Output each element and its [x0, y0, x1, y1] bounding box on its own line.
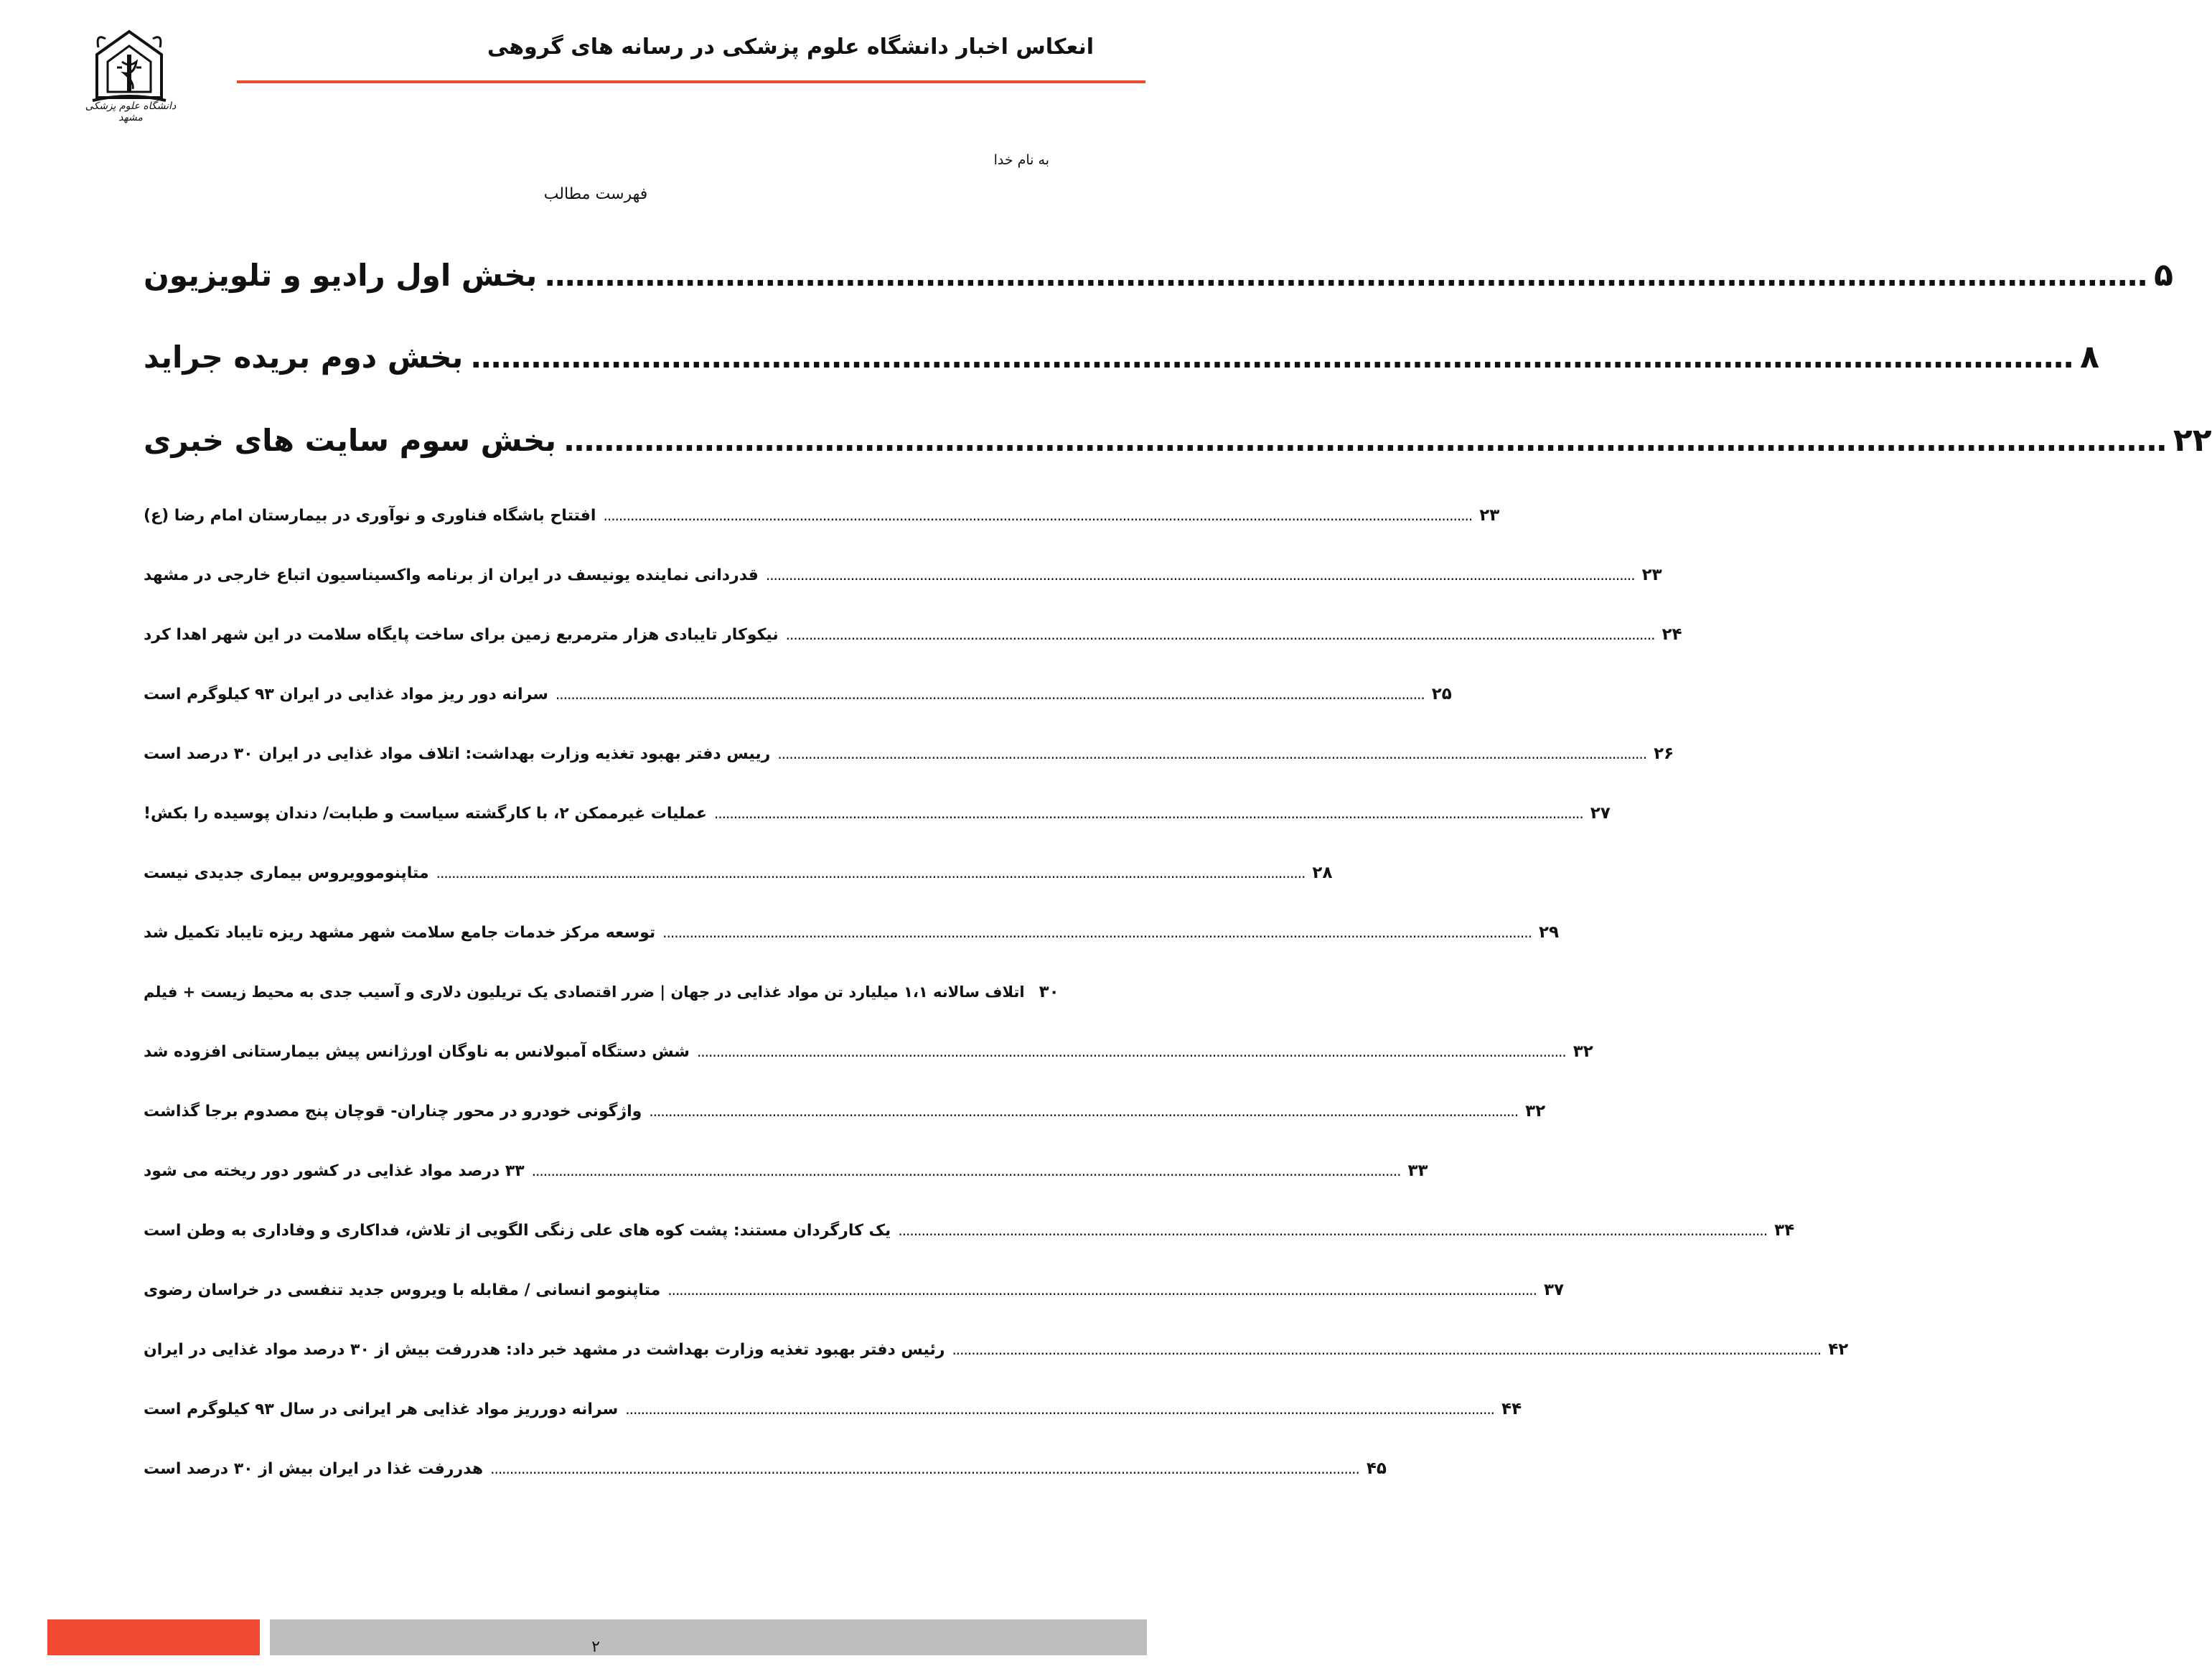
- toc-entry-page: ۳۰: [1039, 983, 1059, 1001]
- header-divider: [237, 80, 1145, 83]
- toc-entry-title: افتتاح باشگاه فناوری و نوآوری در بیمارستان امام رضا (ع): [144, 507, 596, 525]
- toc-entry[interactable]: [144, 1400, 1522, 1418]
- toc-entry[interactable]: [144, 625, 1682, 644]
- toc-entry-title: قدردانی نماینده یونیسف در ایران از برنامه واکسیناسیون اتباع خارجی در مشهد: [144, 566, 759, 584]
- toc-section-title: بخش سوم سایت های خبری: [144, 423, 557, 458]
- toc-section-title: بخش دوم بریده جراید: [144, 340, 464, 375]
- toc-entry-title: نیکوکار تایبادی هزار مترمربع زمین برای ساخت پایگاه سلامت در این شهر اهدا کرد: [144, 626, 779, 644]
- logo-caption: دانشگاه علوم پزشکی مشهد: [85, 100, 177, 123]
- toc-entry-page: ۲۷: [1590, 804, 1611, 823]
- toc-leader-dots: ..................................................................................................................................................................................................................................: [531, 1162, 1401, 1179]
- toc-entry-page: ۳۲: [1525, 1102, 1546, 1121]
- toc-leader-dots: ..................................................................................................................................................................................................................................: [662, 924, 1532, 941]
- toc-entry[interactable]: [144, 1281, 1565, 1299]
- toc-section-3[interactable]: [144, 422, 2212, 459]
- toc-entry-page: ۲۵: [1431, 685, 1452, 703]
- toc-leader-dots: ..................................................................................................................................................................................................................................: [777, 745, 1647, 762]
- toc-entry-title: رییس دفتر بهبود تغذیه وزارت بهداشت: اتلاف مواد غذایی در ایران ۳۰ درصد است: [144, 745, 771, 763]
- toc-section-2[interactable]: [144, 339, 2099, 375]
- toc-leader-dots: ..................................................................................................................................................................................................................................: [555, 686, 1425, 703]
- page-number: ۲: [591, 1638, 600, 1656]
- toc-leader-dots: ................................................................................................................................................................: [470, 340, 2073, 375]
- toc-entry-title: سرانه دور ریز مواد غذایی در ایران ۹۳ کیلوگرم است: [144, 686, 548, 703]
- header-title: انعکاس اخبار دانشگاه علوم پزشکی در رسانه های گروهی: [487, 34, 1094, 60]
- toc-entry[interactable]: [144, 685, 1452, 703]
- toc-entry-page: ۲۳: [1479, 506, 1500, 525]
- toc-section-1[interactable]: [144, 257, 2173, 294]
- toc-leader-dots: ..................................................................................................................................................................................................................................: [696, 1043, 1566, 1060]
- toc-entry-title: هدررفت غذا در ایران بیش از ۳۰ درصد است: [144, 1460, 484, 1478]
- toc-section-title: بخش اول رادیو و تلویزیون: [144, 258, 538, 293]
- toc-entry-title: اتلاف سالانه ۱،۱ میلیارد تن مواد غذایی در جهان | ضرر اقتصادی یک تریلیون دلاری و آسیب جدی به محیط زیست + فیلم: [144, 983, 1025, 1001]
- toc-entry[interactable]: [144, 923, 1560, 942]
- toc-entry-page: ۴۴: [1501, 1400, 1522, 1418]
- toc-entry[interactable]: [144, 506, 1500, 525]
- toc-entry[interactable]: [144, 1161, 1428, 1180]
- toc-entry-page: ۲۹: [1538, 923, 1560, 942]
- toc-title: فهرست مطالب: [543, 185, 648, 203]
- toc-section-page: ۵: [2154, 257, 2173, 294]
- toc-entry[interactable]: [144, 983, 1059, 1001]
- toc-leader-dots: ..................................................................................................................................................................................................................................: [603, 507, 1473, 524]
- toc-leader-dots: ................................................................................................................................................................: [544, 258, 2147, 293]
- toc-entry-title: متاپنوموویروس بیماری جدیدی نیست: [144, 864, 429, 882]
- toc-entry[interactable]: [144, 1042, 1593, 1061]
- toc-entry-page: ۲۶: [1654, 744, 1674, 763]
- toc-entry[interactable]: [144, 566, 1662, 584]
- toc-entry-page: ۳۴: [1774, 1221, 1795, 1240]
- footer-accent-bar: [47, 1619, 260, 1655]
- toc-entry-page: ۳۲: [1573, 1042, 1593, 1061]
- toc-entry-title: رئیس دفتر بهبود تغذیه وزارت بهداشت در مشهد خبر داد: هدررفت بیش از ۳۰ درصد مواد غذایی در ایران: [144, 1341, 945, 1359]
- toc-entry-title: عملیات غیرممکن ۲، با کارگشته سیاست و طبابت/ دندان پوسیده را بکش!: [144, 805, 707, 823]
- toc-leader-dots: ..................................................................................................................................................................................................................................: [625, 1400, 1495, 1418]
- toc-leader-dots: ................................................................................................................................................................: [563, 423, 2166, 458]
- toc-section-page: ۸: [2080, 339, 2099, 375]
- toc-entry[interactable]: [144, 1102, 1546, 1121]
- toc-leader-dots: ..................................................................................................................................................................................................................................: [490, 1460, 1359, 1477]
- toc-leader-dots: ..................................................................................................................................................................................................................................: [898, 1222, 1768, 1239]
- toc-leader-dots: ..................................................................................................................................................................................................................................: [785, 626, 1655, 643]
- toc-leader-dots: ..................................................................................................................................................................................................................................: [765, 566, 1635, 584]
- toc-leader-dots: ..................................................................................................................................................................................................................................: [667, 1281, 1537, 1299]
- toc-entry-title: شش دستگاه آمبولانس به ناوگان اورژانس پیش بیمارستانی افزوده شد: [144, 1043, 690, 1061]
- toc-entry-page: ۴۵: [1366, 1459, 1387, 1478]
- toc-entry-title: واژگونی خودرو در محور چناران- قوچان پنج مصدوم برجا گذاشت: [144, 1103, 642, 1121]
- toc-entry-page: ۲۸: [1312, 864, 1333, 882]
- toc-entry[interactable]: [144, 744, 1674, 763]
- toc-entry-title: ۳۳ درصد مواد غذایی در کشور دور ریخته می شود: [144, 1162, 525, 1180]
- toc-entry[interactable]: [144, 1221, 1795, 1240]
- toc-entry[interactable]: [144, 864, 1333, 882]
- toc-leader-dots: ..................................................................................................................................................................................................................................: [952, 1341, 1822, 1358]
- footer-gray-bar: [270, 1619, 1147, 1655]
- toc-section-page: ۲۲: [2173, 422, 2212, 459]
- toc-entry[interactable]: [144, 1340, 1849, 1359]
- toc-entry[interactable]: [144, 1459, 1387, 1478]
- toc-leader-dots: ..................................................................................................................................................................................................................................: [713, 805, 1583, 822]
- basmala: به نام خدا: [993, 152, 1049, 168]
- toc-entry-title: متاپنومو انسانی / مقابله با ویروس جدید تنفسی در خراسان رضوی: [144, 1281, 661, 1299]
- toc-entry-page: ۳۷: [1544, 1281, 1565, 1299]
- toc-entry-page: ۲۳: [1641, 566, 1662, 584]
- toc-entry-page: ۲۴: [1662, 625, 1682, 644]
- toc-entry-title: سرانه دورریز مواد غذایی هر ایرانی در سال ۹۳ کیلوگرم است: [144, 1400, 619, 1418]
- toc-leader-dots: ..................................................................................................................................................................................................................................: [436, 864, 1306, 881]
- toc-entry-page: ۴۲: [1828, 1340, 1849, 1359]
- toc-entry-page: ۳۳: [1407, 1161, 1428, 1180]
- toc-leader-dots: ..................................................................................................................................................................................................................................: [649, 1103, 1519, 1120]
- toc-entry[interactable]: [144, 804, 1611, 823]
- toc-entry-title: توسعه مرکز خدمات جامع سلامت شهر مشهد ریزه تایباد تکمیل شد: [144, 924, 656, 942]
- toc-entry-title: یک کارگردان مستند: پشت کوه های علی زنگی الگویی از تلاش، فداکاری و وفاداری به وطن است: [144, 1222, 891, 1240]
